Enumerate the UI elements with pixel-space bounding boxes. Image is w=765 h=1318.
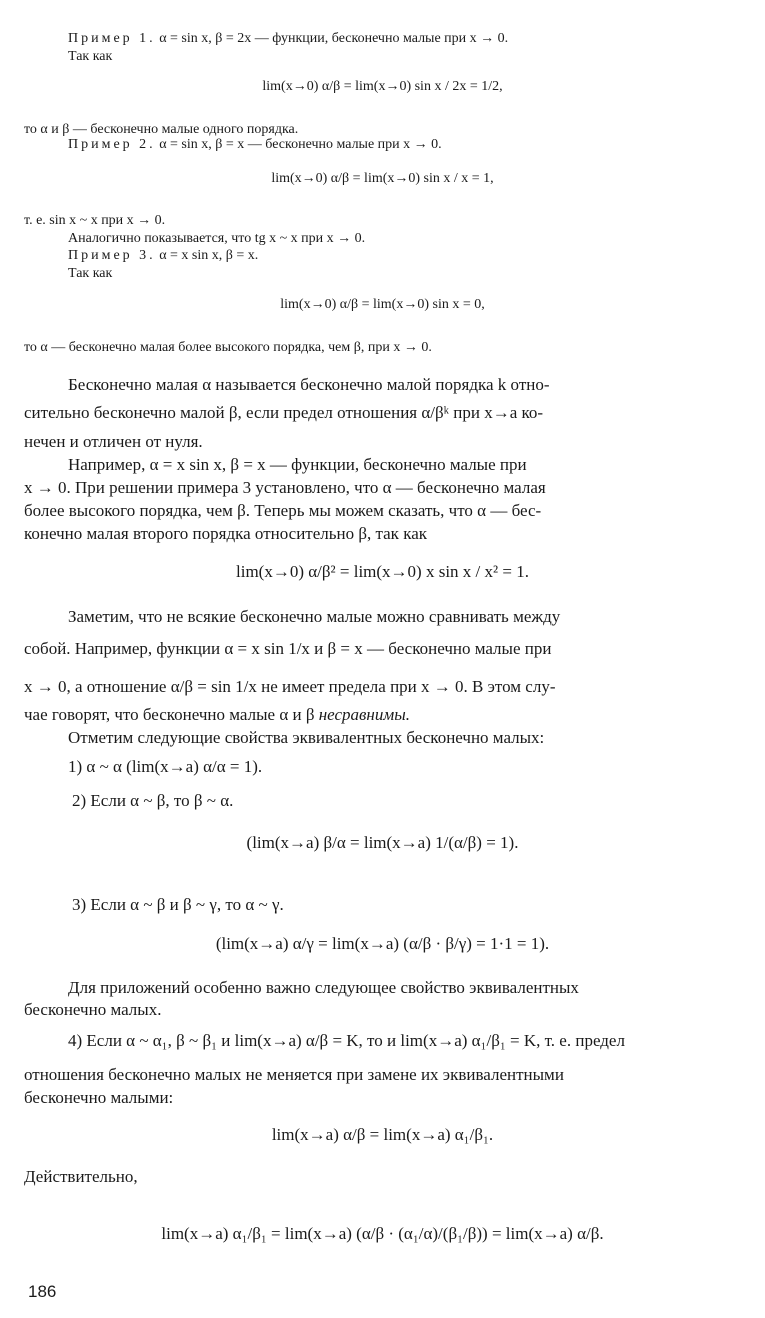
order-definition-l2: сительно бесконечно малой β, если предел отношения α/βᵏ при x→a ко- bbox=[24, 403, 544, 422]
example-para-l2: x → 0. При решении примера 3 установлено, что α — бесконечно малая bbox=[24, 478, 546, 497]
property-2: 2) Если α ~ β, то β ~ α. bbox=[72, 791, 234, 810]
example-3-conclusion: то α — бесконечно малая более высокого порядка, чем β, при x → 0. bbox=[24, 340, 432, 355]
property-4-l1: 4) Если α ~ α₁, β ~ β₁ и lim(x→a) α/β = K, то и lim(x→a) α₁/β₁ = K, т. е. предел bbox=[68, 1031, 625, 1050]
properties-intro: Отметим следующие свойства эквивалентных бесконечно малых: bbox=[68, 728, 545, 747]
example-1-formula: lim(x→0) α/β = lim(x→0) sin x / 2x = 1/2, bbox=[262, 79, 503, 94]
incomparable-para-l3: x → 0, а отношение α/β = sin 1/x не имеет предела при x → 0. В этом слу- bbox=[24, 677, 556, 696]
example-2-text: α = sin x, β = x — бесконечно малые при x → 0. bbox=[159, 137, 442, 152]
example-1-text: α = sin x, β = 2x — функции, бесконечно малые при x → 0. bbox=[159, 31, 509, 46]
example-2-line bbox=[68, 138, 442, 152]
property-3: 3) Если α ~ β и β ~ γ, то α ~ γ. bbox=[72, 895, 284, 914]
order-definition-l1: Бесконечно малая α называется бесконечно малой порядка k отно- bbox=[68, 375, 550, 394]
example-1-line bbox=[68, 32, 508, 46]
incomparable-para-l1: Заметим, что не всякие бесконечно малые можно сравнивать между bbox=[68, 607, 561, 626]
example-3-since: Так как bbox=[68, 266, 113, 281]
example-3-line bbox=[68, 249, 258, 263]
order-definition-l3: нечен и отличен от нуля. bbox=[24, 432, 203, 451]
example-para-l1: Например, α = x sin x, β = x — функции, бесконечно малые при bbox=[68, 455, 527, 474]
example-3-text: α = x sin x, β = x. bbox=[159, 248, 259, 263]
equivalence-formula: lim(x→a) α/β = lim(x→a) α₁/β₁. bbox=[271, 1125, 494, 1144]
indeed-line: Действительно, bbox=[24, 1167, 138, 1186]
example-1-conclusion: то α и β — бесконечно малые одного порядка. bbox=[24, 122, 299, 137]
incomparable-para-l2: собой. Например, функции α = x sin 1/x и β = x — бесконечно малые при bbox=[24, 639, 552, 658]
applications-para-l1: Для приложений особенно важно следующее свойство эквивалентных bbox=[68, 978, 579, 997]
incomparable-para-l4 bbox=[24, 706, 410, 723]
property-3-formula: (lim(x→a) α/γ = lim(x→a) (α/β · β/γ) = 1·1 = 1). bbox=[215, 934, 550, 953]
incomparable-term: несравнимы. bbox=[318, 705, 410, 724]
example-1-since: Так как bbox=[68, 49, 113, 64]
example-1-label: Пример 1. bbox=[68, 31, 156, 46]
applications-para-l2: бесконечно малых. bbox=[24, 1000, 162, 1019]
property-4-l2: отношения бесконечно малых не меняется при замене их эквивалентными bbox=[24, 1065, 564, 1084]
example-2-formula: lim(x→0) α/β = lim(x→0) sin x / x = 1, bbox=[271, 171, 494, 186]
incomparable-text: чае говорят, что бесконечно малые α и β bbox=[24, 705, 315, 724]
property-2-formula: (lim(x→a) β/α = lim(x→a) 1/(α/β) = 1). bbox=[246, 833, 519, 852]
page-number: 186 bbox=[28, 1282, 57, 1301]
example-2-conclusion: т. е. sin x ~ x при x → 0. bbox=[24, 213, 166, 228]
example-para-l4: конечно малая второго порядка относительно β, так как bbox=[24, 524, 427, 543]
example-2-label: Пример 2. bbox=[68, 137, 156, 152]
example-3-formula: lim(x→0) α/β = lim(x→0) sin x = 0, bbox=[280, 297, 485, 312]
example-3-label: Пример 3. bbox=[68, 248, 156, 263]
property-1: 1) α ~ α (lim(x→a) α/α = 1). bbox=[68, 757, 263, 776]
second-order-formula: lim(x→0) α/β² = lim(x→0) x sin x / x² = 1. bbox=[236, 562, 529, 581]
analogy-line: Аналогично показывается, что tg x ~ x при x → 0. bbox=[68, 231, 366, 246]
proof-formula: lim(x→a) α₁/β₁ = lim(x→a) (α/β · (α₁/α)/(β₁/β)) = lim(x→a) α/β. bbox=[161, 1224, 604, 1243]
property-4-l3: бесконечно малыми: bbox=[24, 1088, 174, 1107]
example-para-l3: более высокого порядка, чем β. Теперь мы можем сказать, что α — бес- bbox=[24, 501, 542, 520]
